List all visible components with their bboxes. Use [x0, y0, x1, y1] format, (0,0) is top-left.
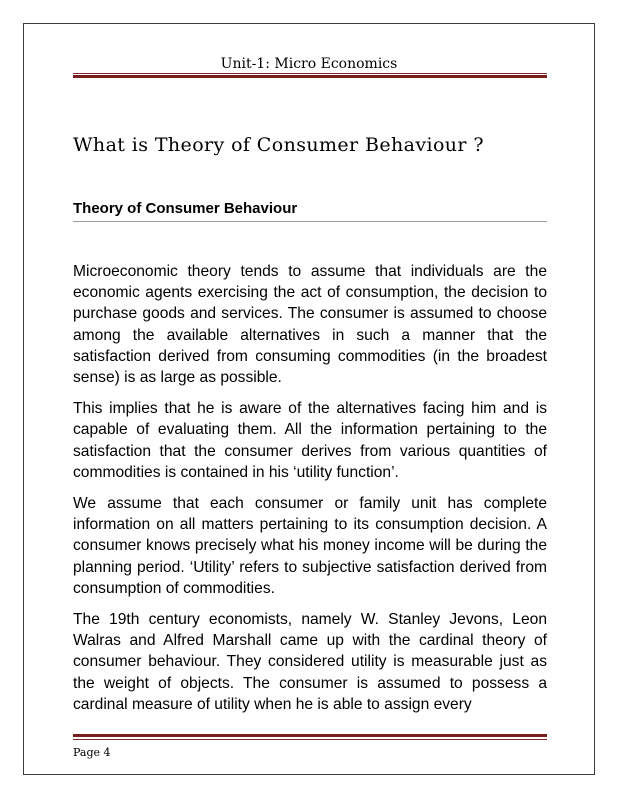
paragraph-2: This implies that he is aware of the alternatives facing him and is capable of evaluating them. All the information pertaining to the satisfaction that the consumer derives from various quantities of commodities is contained in his ‘utility function’. — [73, 400, 547, 481]
body-text — [73, 261, 547, 725]
paragraph-1: Microeconomic theory tends to assume that individuals are the economic agents exercising the act of consumption, the decision to purchase goods and services. The consumer is assumed to choose among the available alternatives in such a manner that the satisfaction derived from consuming commodities (in the broadest sense) is as large as possible. — [73, 263, 547, 387]
footer-rule-thick — [73, 734, 547, 737]
section-rule — [73, 221, 547, 222]
section-heading: Theory of Consumer Behaviour — [73, 200, 298, 217]
running-header: Unit-1: Micro Economics — [220, 56, 398, 72]
paragraph-3: We assume that each consumer or family unit has complete information on all matters pertaining to its consumption decision. A consumer knows precisely what his money income will be during the planning period. ‘Utility’ refers to subjective satisfaction derived from consumption of commodities. — [73, 495, 547, 597]
header-rule-thick — [73, 75, 547, 78]
page-number: Page 4 — [73, 746, 111, 759]
document-title: What is Theory of Consumer Behaviour ? — [73, 134, 484, 156]
footer-rule-thin — [73, 739, 547, 740]
paragraph-4: The 19th century economists, namely W. Stanley Jevons, Leon Walras and Alfred Marshall came up with the cardinal theory of consumer behaviour. They considered utility is measurable just as the weight of objects. The consumer is assumed to possess a cardinal measure of utility when he is able to assign every — [73, 611, 547, 713]
header-rule-thin — [73, 73, 547, 74]
